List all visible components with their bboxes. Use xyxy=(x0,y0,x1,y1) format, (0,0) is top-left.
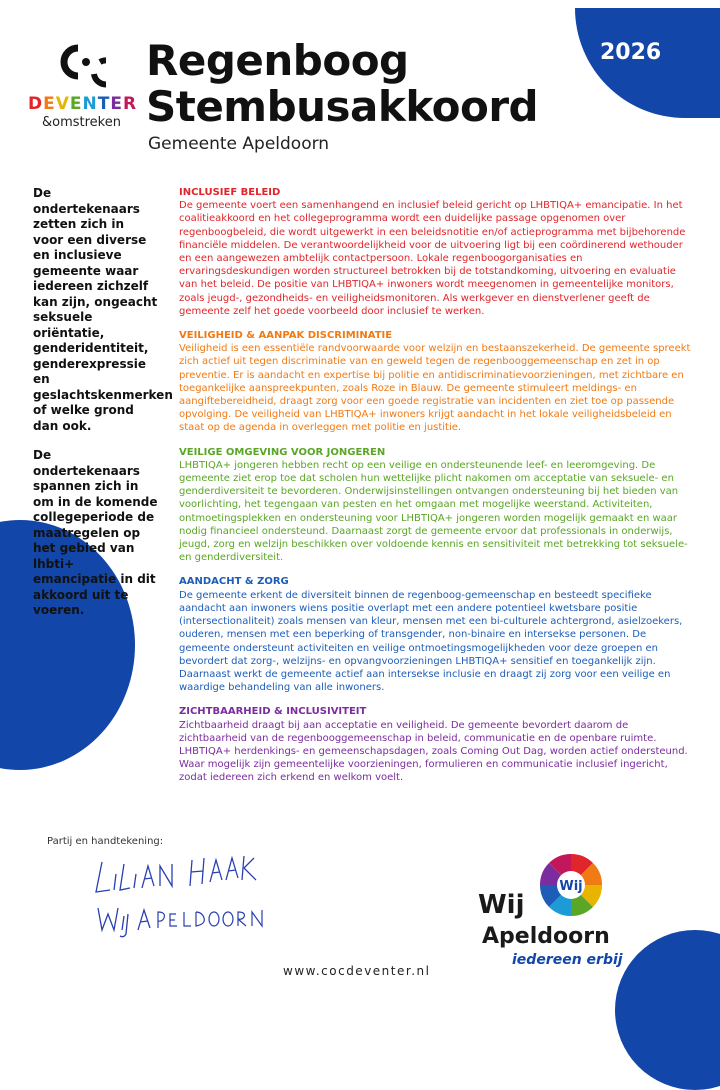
sidebar-paragraph-1: De ondertekenaars zetten zich in voor een diverse en inclusieve gemeente waar iedereen zichzelf kan zijn, ongeacht seksuele oriëntatie, genderidentiteit, genderexpressie en geslachtskenmerken of welke grond dan ook. xyxy=(33,186,173,433)
section-body: Zichtbaarheid draagt bij aan acceptatie en veiligheid. De gemeente bevordert daarom de zichtbaarheid van de regenbooggemeenschap in beleid, communicatie en de openbare ruimte. LHBTIQA+ herdenkings- en gemeenschapsdagen, zoals Coming Out Dag, worden actief ondersteund. Waar mogelijk zijn gemeentelijke voorzieningen, formulieren en communicatie inclusief ingericht, zodat iedereen zich erkend en welkom voelt. xyxy=(179,719,688,784)
section-heading: VEILIGHEID & AANPAK DISCRIMINATIE xyxy=(179,330,393,342)
page-title xyxy=(146,38,538,130)
coc-mark-icon xyxy=(56,40,106,90)
logo-deventer-text: DEVENTER xyxy=(28,94,138,114)
section-heading: ZICHTBAARHEID & INCLUSIVITEIT xyxy=(179,706,367,718)
section-zichtbaarheid xyxy=(179,705,694,784)
title-line-2: Stembusakkoord xyxy=(146,82,539,131)
agreement-content xyxy=(179,186,694,796)
sidebar-paragraph-2: De ondertekenaars spannen zich in om in de komende collegeperiode de maatregelen op het gebied van lhbti+ emancipatie in dit akkoord uit te voeren. xyxy=(33,448,158,617)
logo-omstreken-text: &omstreken xyxy=(42,115,121,130)
wij-apeldoorn-logo xyxy=(478,852,623,977)
signature-label: Partij en handtekening: xyxy=(47,836,164,847)
rainbow-flower-icon xyxy=(538,852,604,918)
section-jongeren xyxy=(179,446,694,565)
section-aandacht-zorg xyxy=(179,575,694,694)
year-label: 2026 xyxy=(600,40,662,65)
title-line-1: Regenboog xyxy=(146,36,409,85)
handwritten-signature xyxy=(92,852,272,942)
decorative-blob-bottom-right xyxy=(615,930,720,1090)
section-body: De gemeente voert een samenhangend en inclusief beleid gericht op LHBTIQA+ emancipatie. In het coalitieakkoord en het collegeprogramma wordt een duidelijke passage opgenomen over regenboogbeleid, die wordt uitgewerkt in een beleidsnotitie en/of actieprogramma met bijbehorende financiële middelen. De verantwoordelijkheid voor de uitvoering ligt bij een coördinerend wethouder en een aangewezen ambtelijk contactpersoon. Lokale regenboogorganisaties en ervaringsdeskundigen worden structureel betrokken bij de totstandkoming, uitvoering en evaluatie van het beleid. De positie van LHBTIQA+ inwoners wordt meegenomen in gemeentelijke monitors, zoals jeugd-, gezondheids- en veiligheidsmonitoren. Als werkgever en dienstverlener geeft de gemeente zelf het goede voorbeeld door inclusief te werken. xyxy=(179,200,686,317)
section-body: LHBTIQA+ jongeren hebben recht op een veilige en ondersteunende leef- en leeromgeving. De gemeente ziet erop toe dat scholen hun wettelijke plicht nakomen om acceptatie van seksuele- en genderdiversiteit te bevorderen. Onderwijsinstellingen ontvangen ondersteuning bij het bieden van voorlichting, het tegengaan van pesten en het omgaan met mogelijke weerstand. Activiteiten, ontmoetingsplekken en ondersteuning voor LHBTIQA+ jongeren worden mogelijk gemaakt en waar nodig financieel ondersteund. Daarnaast zorgt de gemeente ervoor dat professionals in onderwijs, jeugd, zorg en welzijn beschikken over voldoende kennis en sensitiviteit met betrekking tot seksuele- en genderdiversiteit. xyxy=(179,459,688,564)
municipality-subtitle: Gemeente Apeldoorn xyxy=(148,134,330,154)
logo-wij-text: Wij xyxy=(478,890,525,920)
section-heading: AANDACHT & ZORG xyxy=(179,576,289,588)
logo-apeldoorn-text: Apeldoorn xyxy=(482,924,610,949)
section-inclusief-beleid xyxy=(179,186,694,318)
section-heading: VEILIGE OMGEVING VOOR JONGEREN xyxy=(179,446,386,458)
section-body: Veiligheid is een essentiële randvoorwaarde voor welzijn en bestaanszekerheid. De gemeente spreekt zich actief uit tegen discriminatie van en geweld tegen de regenbooggemeenschap en zet in op preventie. Er is aandacht en expertise bij politie en antidiscriminatievoorzieningen, met zichtbare en toegankelijke aanspreekpunten, zoals Roze in Blauw. De gemeente stimuleert meldings- en aangiftebereidheid, draagt zorg voor een goede registratie van incidenten en ziet toe op passende opvolging. De veiligheid van LHBTIQA+ inwoners krijgt aandacht in het lokale veiligheidsbeleid en staat op de agenda in overleggen met politie en justitie. xyxy=(179,343,691,434)
section-veiligheid xyxy=(179,329,694,435)
section-heading: INCLUSIEF BELEID xyxy=(179,187,281,198)
section-body: De gemeente erkent de diversiteit binnen de regenboog-gemeenschap en besteedt specifieke aandacht aan inwoners wiens positie overlapt met een andere potentieel kwetsbare positie (intersectionaliteit) zoals mensen van kleur, mensen met een bi-culturele achtergrond, asielzoekers, ouderen, mensen met een beperking of transgender, non-binaire en intersekse personen. De gemeente ondersteunt activiteiten en veilige ontmoetingsmogelijkheden voor deze groepen en bevordert dat zorg-, welzijns- en opvangvoorzieningen LHBTIQA+ sensitief en toegankelijk zijn. Daarnaast werkt de gemeente actief aan intersekse inclusie en draagt zij zorg voor een veilige en waardige behandeling van alle inwoners. xyxy=(179,589,683,694)
logo-tagline: iedereen erbij xyxy=(512,952,623,968)
logo-badge-text: Wij xyxy=(559,879,583,894)
sidebar-intro xyxy=(33,186,173,633)
footer-website[interactable]: www.cocdeventer.nl xyxy=(283,964,431,978)
